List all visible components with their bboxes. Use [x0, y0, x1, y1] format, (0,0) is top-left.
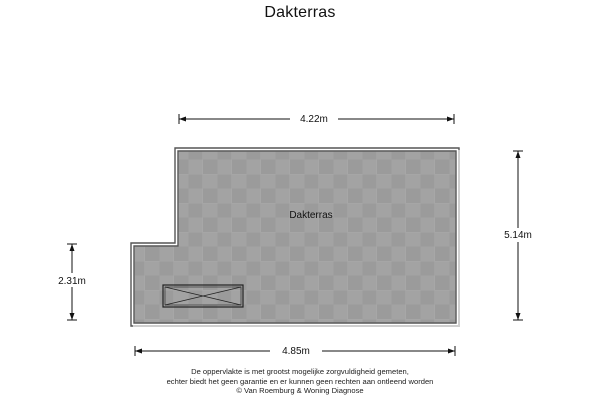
disclaimer: [0, 367, 600, 396]
room-label: Dakterras: [289, 210, 333, 221]
dimension-left-height-label: 2.31m: [58, 276, 86, 287]
dimension-right-height-label: 5.14m: [504, 230, 532, 241]
disclaimer-line-1: De oppervlakte is met grootst mogelijke zorgvuldigheid gemeten,: [191, 367, 409, 376]
plan-title: Dakterras: [264, 4, 336, 21]
dimension-bottom-width-label: 4.85m: [282, 346, 310, 357]
terrace-area: [131, 148, 459, 326]
disclaimer-line-2: echter biedt het geen garantie en er kunnen geen rechten aan ontleend worden: [166, 376, 434, 386]
dimension-top-width-label: 4.22m: [300, 114, 328, 125]
disclaimer-line-3: © Van Roemburg & Woning Diagnose: [236, 386, 364, 395]
